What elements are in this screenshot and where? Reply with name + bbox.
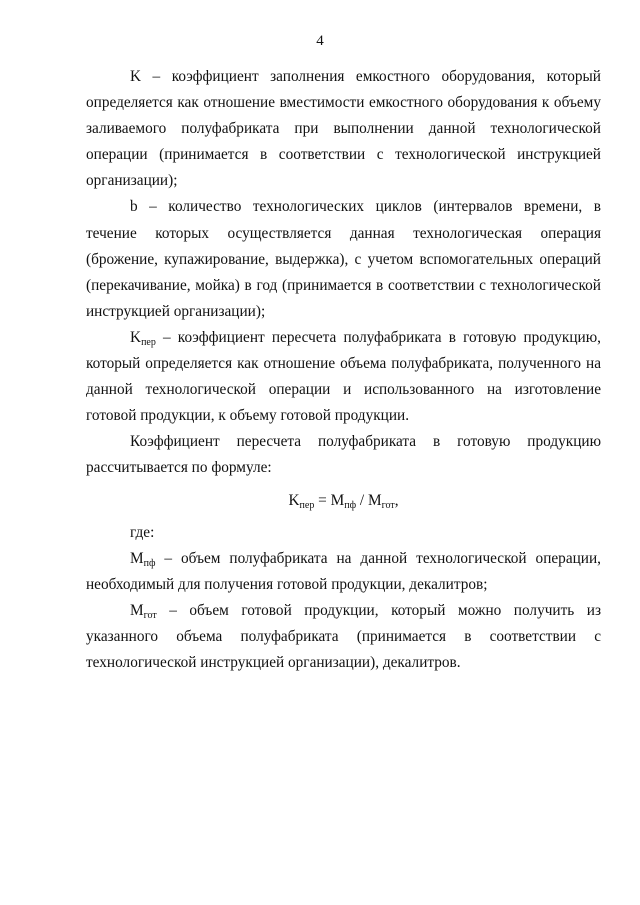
paragraph-formula-intro: Коэффициент пересчета полуфабриката в готовую продукцию рассчитывается по формуле: — [86, 433, 601, 477]
page-number: 4 — [316, 33, 324, 49]
paragraph-mpf-definition — [86, 546, 601, 598]
kper-symbol: K — [130, 328, 142, 346]
formula-m1: M — [330, 491, 345, 509]
paragraph-kper-definition — [86, 325, 601, 429]
formula-m2: M — [367, 491, 382, 509]
mgot-text: – объем готовой продукции, который можно получить из указанного объема полуфабриката (принимается в соответствии с технологической инструкцией организации), декалитров. — [86, 601, 601, 672]
paragraph-where: где: — [130, 523, 155, 541]
paragraph-mgot-definition — [86, 598, 601, 676]
document-body — [86, 64, 601, 676]
formula — [86, 488, 601, 514]
formula-lhs-sub: пер — [299, 499, 315, 511]
kper-subscript: пер — [141, 336, 156, 348]
formula-m2-sub: гот — [381, 499, 395, 511]
formula-equals: = — [314, 491, 331, 509]
paragraph-k-definition: K – коэффициент заполнения емкостного оборудования, который определяется как отношение вместимости емкостного оборудования к объему заливаемого полуфабриката при выполнении данной технологической операции (принимается в соответствии с технологической инструкцией организации); — [86, 68, 601, 190]
mgot-symbol: M — [130, 601, 144, 619]
paragraph-b-definition: b – количество технологических циклов (интервалов времени, в течение которых осуществляется данная технологическая операция (брожение, купажирование, выдержка), с учетом вспомогательных операций (перекачивание, мойка) в год (принимается в соответствии с технологической инструкцией организации); — [86, 198, 601, 320]
formula-divide: / — [356, 491, 368, 509]
mpf-text: – объем полуфабриката на данной технологической операции, необходимый для получения готовой продукции, декалитров; — [86, 549, 601, 593]
formula-lhs: K — [288, 491, 300, 509]
kper-text: – коэффициент пересчета полуфабриката в готовую продукцию, который определяется как отношение объема полуфабриката, полученного на данной технологической операции и использованного на изготовление готовой продукции, к объему готовой продукции. — [86, 328, 601, 425]
formula-block — [86, 482, 601, 520]
formula-end: , — [394, 491, 399, 509]
mpf-symbol: M — [130, 549, 144, 567]
mpf-subscript: пф — [143, 557, 156, 569]
formula-m1-sub: пф — [344, 499, 357, 511]
mgot-subscript: гот — [143, 609, 157, 621]
